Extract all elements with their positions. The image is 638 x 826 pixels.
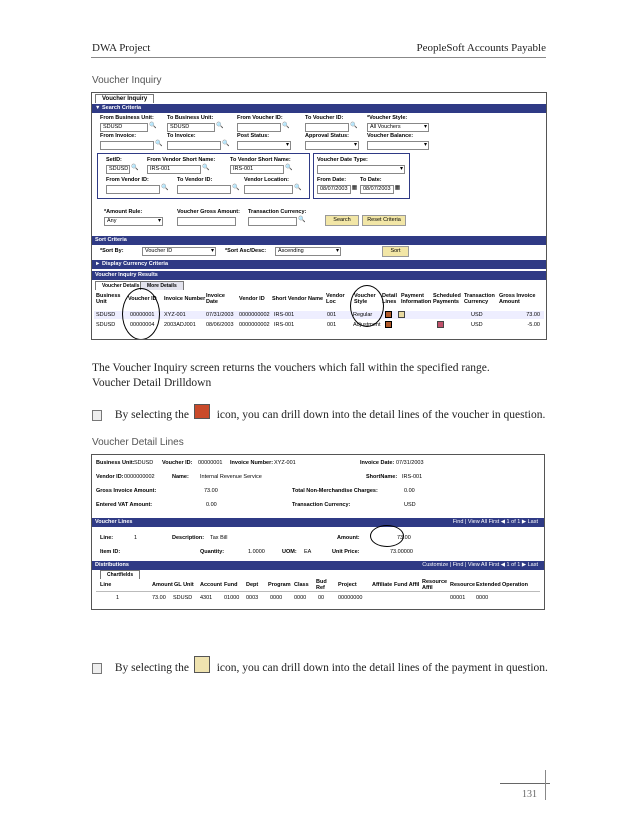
scheduled-payments-icon[interactable] (437, 321, 444, 329)
non-merchandise-label: Total Non-Merchandise Charges: (292, 488, 378, 494)
lookup-icon[interactable]: 🔍 (202, 165, 210, 171)
annotation-circle-voucher-style (350, 285, 384, 327)
to-vendor-id-input[interactable] (177, 185, 231, 194)
invoice-number-value: XYZ-001 (274, 460, 296, 466)
from-date-input[interactable]: 08/07/2003 (317, 185, 351, 194)
to-vendor-short-name-input[interactable]: IRS-001 (230, 165, 284, 174)
voucher-style-select[interactable]: All Vouchers ▾ (367, 123, 429, 132)
col-detail-lines: Detail Lines (382, 293, 397, 305)
col-business-unit: Business Unit (96, 293, 121, 305)
header-left: DWA Project (92, 42, 151, 54)
sort-asc-desc-select[interactable]: Ascending ▾ (275, 247, 341, 256)
approval-status-label: Approval Status: (305, 133, 350, 139)
col-class: Class (294, 582, 309, 588)
bullet-text-pre: By selecting the (114, 662, 189, 674)
col-program: Program (268, 582, 291, 588)
cell-currency: USD (471, 312, 483, 318)
bullet-icon (92, 663, 102, 674)
annotation-circle-voucher-id (122, 288, 160, 340)
from-vendor-short-name-input[interactable]: IRS-001 (147, 165, 201, 174)
amount-label: Amount: (337, 535, 360, 541)
amount-value: 73.00 (397, 535, 411, 541)
subheading-drilldown: Voucher Detail Drilldown (92, 377, 212, 389)
vendor-name-label: Name: (172, 474, 189, 480)
quantity-label: Quantity: (200, 549, 225, 555)
setid-input[interactable]: SDUSD (106, 165, 130, 174)
vendor-location-label: Vendor Location: (244, 177, 289, 183)
from-voucher-id-input[interactable] (237, 123, 281, 132)
post-status-select[interactable] (237, 141, 291, 150)
cell-line: 1 (116, 595, 120, 601)
transaction-currency-label: Transaction Currency: (292, 502, 351, 508)
uom-value: EA (304, 549, 312, 555)
to-invoice-label: To Invoice: (167, 133, 196, 139)
col-scheduled-payments: Scheduled Payments (433, 293, 461, 305)
cell-bud-ref: 00 (318, 595, 325, 601)
bullet-voucher-drilldown (92, 404, 545, 423)
voucher-balance-label: Voucher Balance: (367, 133, 414, 139)
paragraph-inquiry-results: The Voucher Inquiry screen returns the vouchers which fall within the specified range. (92, 362, 490, 374)
cell-gl-unit: SDUSD (173, 595, 193, 601)
voucher-lines-bar: Voucher Lines (92, 518, 544, 527)
calendar-icon[interactable]: ▦ (351, 185, 358, 191)
distribution-row (96, 594, 540, 602)
col-operation: Operation (502, 582, 528, 588)
cell-program: 0000 (270, 595, 283, 601)
col-bud-ref: Bud Ref (316, 579, 327, 591)
voucher-balance-select[interactable] (367, 141, 429, 150)
description-value: Tax Bill (210, 535, 228, 541)
transaction-currency-input[interactable] (248, 217, 297, 226)
table-row (94, 321, 544, 329)
voucher-detail-lines-screenshot (91, 454, 545, 610)
invoice-number-label: Invoice Number: (230, 460, 274, 466)
tab-chartfields[interactable]: Chartfields (100, 570, 140, 579)
lookup-icon[interactable]: 🔍 (232, 185, 240, 191)
to-invoice-input[interactable] (167, 141, 221, 150)
cell-invoice-number: XYZ-001 (164, 312, 186, 318)
voucher-date-type-select[interactable] (317, 165, 405, 174)
business-unit-label: Business Unit: (96, 460, 135, 466)
sort-by-select[interactable]: Voucher ID ▾ (142, 247, 216, 256)
reset-criteria-button[interactable]: Reset Criteria (362, 215, 406, 226)
cell-short-vendor-name: IRS-001 (274, 312, 295, 318)
cell-invoice-date: 07/31/2003 (206, 312, 234, 318)
lookup-icon[interactable]: 🔍 (298, 217, 306, 223)
voucher-id-label: Voucher ID: (162, 460, 193, 466)
cell-voucher-style: Regular (353, 312, 373, 318)
col-resource: Resource (450, 582, 476, 588)
header-right: PeopleSoft Accounts Payable (416, 42, 546, 54)
cell-voucher-style: Adjustment (353, 322, 381, 328)
to-date-input[interactable]: 08/07/2003 (360, 185, 394, 194)
lookup-icon[interactable]: 🔍 (155, 141, 163, 147)
distributions-bar: Distributions (92, 561, 544, 570)
cell-vendor-loc: 001 (327, 312, 337, 318)
short-name-value: IRS-001 (402, 474, 423, 480)
to-vendor-short-name-label: To Vendor Short Name: (230, 157, 291, 163)
col-payment-information: Payment Information (401, 293, 432, 305)
section-title-voucher-detail-lines: Voucher Detail Lines (92, 437, 184, 448)
lookup-icon[interactable]: 🔍 (294, 185, 302, 191)
transaction-currency-value: USD (404, 502, 416, 508)
voucher-inquiry-screenshot (91, 92, 547, 340)
cell-currency: USD (471, 322, 483, 328)
from-bu-input[interactable]: SDUSD (100, 123, 148, 132)
lookup-icon[interactable]: 🔍 (131, 165, 139, 171)
to-bu-input[interactable]: SDUSD (167, 123, 215, 132)
cell-dept: 0003 (246, 595, 259, 601)
distributions-navigation[interactable]: Customize | Find | View All First ◀ 1 of 1 ▶ Last (422, 562, 538, 568)
col-fund: Fund (224, 582, 238, 588)
quantity-value: 1.0000 (248, 549, 265, 555)
cell-gross-amount: -5.00 (527, 322, 540, 328)
setid-label: SetID: (106, 157, 122, 163)
results-header (94, 291, 544, 309)
amount-rule-label: *Amount Rule: (104, 209, 143, 215)
distribution-header (96, 579, 540, 592)
col-resource-affil: Resource Affil (422, 579, 448, 591)
col-invoice-date: Invoice Date (206, 293, 225, 305)
bullet-text-post: icon, you can drill down into the detail lines of the payment in question. (216, 662, 548, 674)
from-vendor-id-input[interactable] (106, 185, 160, 194)
footer-divider (545, 770, 546, 800)
lookup-icon[interactable]: 🔍 (216, 123, 224, 129)
cell-vendor-loc: 001 (327, 322, 337, 328)
voucher-date-type-label: Voucher Date Type: (317, 157, 368, 163)
lookup-icon[interactable]: 🔍 (350, 123, 358, 129)
col-gl-unit: GL Unit (174, 582, 194, 588)
sort-button[interactable]: Sort (382, 246, 409, 257)
col-fund-affil: Fund Affil (394, 582, 420, 588)
to-bu-label: To Business Unit: (167, 115, 214, 121)
description-label: Description: (172, 535, 205, 541)
bullet-text-pre: By selecting the (114, 409, 189, 421)
col-short-vendor-name: Short Vendor Name (272, 296, 324, 302)
unit-price-label: Unit Price: (332, 549, 360, 555)
cell-voucher-id: 00000001 (130, 312, 155, 318)
from-vendor-short-name-label: From Vendor Short Name: (147, 157, 216, 163)
bullet-payment-drilldown (92, 656, 548, 676)
to-voucher-id-label: To Voucher ID: (305, 115, 344, 121)
line-value: 1 (134, 535, 138, 541)
footer-rule (500, 783, 550, 784)
cell-project: 00000000 (338, 595, 363, 601)
vendor-id-label: Vendor ID: (96, 474, 124, 480)
display-currency-criteria-bar[interactable]: ► Display Currency Criteria (92, 260, 546, 269)
lookup-icon[interactable]: 🔍 (161, 185, 169, 191)
item-id-label: Item ID: (100, 549, 121, 555)
col-gross-invoice-amount: Gross Invoice Amount (499, 293, 536, 305)
to-date-label: To Date: (360, 177, 382, 183)
bullet-text-post: icon, you can drill down into the detail lines of the voucher in question. (216, 409, 546, 421)
annotation-circle-payment (370, 525, 404, 547)
col-extended: Extended (476, 582, 501, 588)
gross-amount-input[interactable] (177, 217, 236, 226)
tab-voucher-details[interactable]: Voucher Details (95, 281, 146, 290)
gross-invoice-amount-value: 73.00 (204, 488, 218, 494)
col-dept: Dept (246, 582, 259, 588)
col-affiliate: Affiliate (372, 582, 393, 588)
payment-info-icon[interactable] (398, 311, 405, 319)
payment-info-icon (194, 656, 210, 673)
vendor-location-input[interactable] (244, 185, 293, 194)
col-invoice-number: Invoice Number (164, 296, 206, 302)
from-invoice-label: From Invoice: (100, 133, 137, 139)
col-vendor-id: Vendor ID (239, 296, 265, 302)
section-title-voucher-inquiry: Voucher Inquiry (92, 75, 162, 86)
table-row (94, 311, 544, 319)
cell-vendor-id: 0000000002 (239, 312, 270, 318)
vendor-id-value: 0000000002 (124, 474, 155, 480)
col-vendor-loc: Vendor Loc (326, 293, 345, 305)
col-voucher-style: Voucher Style (354, 293, 376, 305)
cell-voucher-id: 00000004 (130, 322, 155, 328)
voucher-lines-navigation[interactable]: Find | View All First ◀ 1 of 1 ▶ Last (452, 519, 538, 525)
search-criteria-bar[interactable]: ▼ Search Criteria (92, 104, 546, 113)
lookup-icon[interactable]: 🔍 (149, 123, 157, 129)
non-merchandise-value: 0.00 (404, 488, 415, 494)
voucher-id-value: 00000001 (198, 460, 223, 466)
approval-status-select[interactable] (305, 141, 359, 150)
gross-invoice-amount-label: Gross Invoice Amount: (96, 488, 157, 494)
cell-gross-amount: 73.00 (526, 312, 540, 318)
col-project: Project (338, 582, 357, 588)
detail-lines-drilldown-icon[interactable] (385, 321, 392, 329)
gross-amount-label: Voucher Gross Amount: (177, 209, 240, 215)
cell-account: 4301 (200, 595, 213, 601)
vat-amount-label: Entered VAT Amount: (96, 502, 153, 508)
invoice-date-label: Invoice Date: (360, 460, 395, 466)
sort-criteria-bar[interactable]: Sort Criteria (92, 236, 546, 245)
voucher-style-label: *Voucher Style: (367, 115, 408, 121)
to-voucher-id-input[interactable] (305, 123, 349, 132)
business-unit-value: SDUSD (134, 460, 154, 466)
search-button[interactable]: Search (325, 215, 359, 226)
vat-amount-value: 0.00 (206, 502, 217, 508)
lookup-icon[interactable]: 🔍 (285, 165, 293, 171)
cell-class: 0000 (294, 595, 307, 601)
from-bu-label: From Business Unit: (100, 115, 154, 121)
short-name-label: ShortName: (366, 474, 398, 480)
detail-lines-drilldown-icon[interactable] (385, 311, 392, 319)
col-account: Account (200, 582, 222, 588)
from-vendor-id-label: From Vendor ID: (106, 177, 149, 183)
to-vendor-id-label: To Vendor ID: (177, 177, 213, 183)
vendor-name-value: Internal Revenue Service (200, 474, 262, 480)
cell-business-unit: SDUSD (96, 322, 116, 328)
from-voucher-id-label: From Voucher ID: (237, 115, 283, 121)
uom-label: UOM: (282, 549, 297, 555)
cell-invoice-date: 08/06/2003 (206, 322, 234, 328)
tab-voucher-inquiry[interactable]: Voucher Inquiry (95, 94, 154, 103)
tab-more-details[interactable]: More Details (140, 281, 184, 290)
cell-resource: 00001 (450, 595, 466, 601)
cell-vendor-id: 0000000002 (239, 322, 270, 328)
amount-rule-select[interactable]: Any ▾ (104, 217, 163, 226)
cell-extended: 0000 (476, 595, 489, 601)
results-bar: Voucher Inquiry Results (92, 271, 546, 280)
cell-fund: 01000 (224, 595, 240, 601)
from-date-label: From Date: (317, 177, 347, 183)
detail-lines-icon (194, 404, 210, 419)
lookup-icon[interactable]: 🔍 (222, 141, 230, 147)
lookup-icon[interactable]: 🔍 (282, 123, 290, 129)
cell-business-unit: SDUSD (96, 312, 116, 318)
bullet-icon (92, 410, 102, 421)
col-line: Line (100, 582, 112, 588)
sort-asc-desc-label: *Sort Asc/Desc: (225, 248, 267, 254)
calendar-icon[interactable]: ▦ (394, 185, 401, 191)
col-amount: Amount (152, 582, 173, 588)
from-invoice-input[interactable] (100, 141, 154, 150)
transaction-currency-label: Transaction Currency: (248, 209, 307, 215)
post-status-label: Post Status: (237, 133, 270, 139)
invoice-date-value: 07/31/2003 (396, 460, 424, 466)
col-voucher-id: Voucher ID (128, 296, 157, 302)
cell-amount: 73.00 (152, 595, 166, 601)
unit-price-value: 73.00000 (390, 549, 413, 555)
header-rule (91, 57, 546, 58)
page-number: 131 (522, 789, 537, 800)
sort-by-label: *Sort By: (100, 248, 124, 254)
cell-invoice-number: 2003ADJ001 (164, 322, 196, 328)
cell-short-vendor-name: IRS-001 (274, 322, 295, 328)
line-label: Line: (100, 535, 114, 541)
col-transaction-currency: Transaction Currency (464, 293, 495, 305)
